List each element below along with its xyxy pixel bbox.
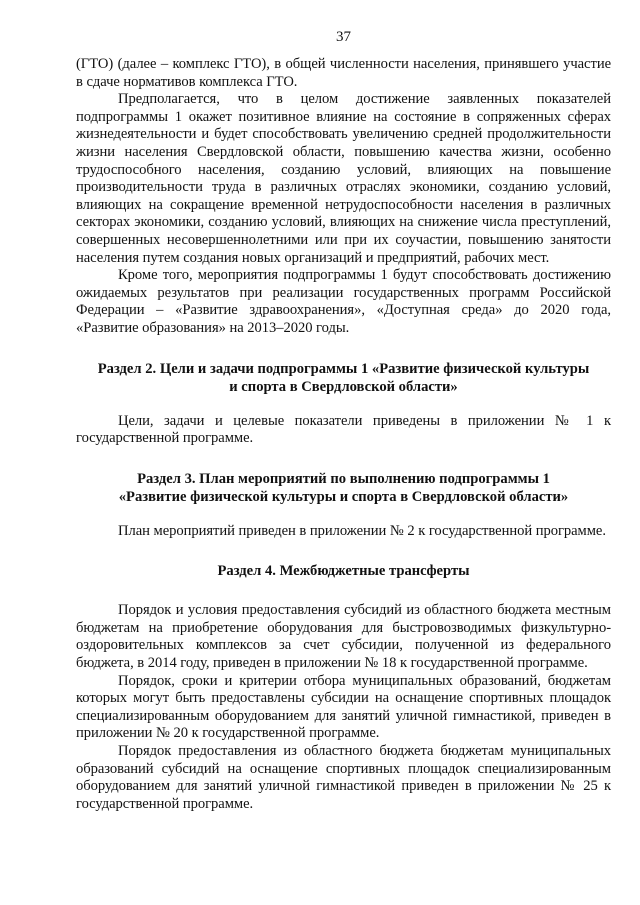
section-2 <box>76 360 611 448</box>
section-4-heading: Раздел 4. Межбюджетные трансферты <box>217 563 470 580</box>
section-4-paragraph-3: Порядок предоставления из областного бюджета бюджетам муниципальных образований субсидий на оснащение спортивных площадок специализированным оборудованием для занятий уличной гимнастикой приведен в приложении № 25 к государственной программе. <box>76 743 611 812</box>
section-3-text: План мероприятий приведен в приложении № 2 к государственной программе. <box>118 522 606 539</box>
section-3-heading-line-2: «Развитие физической культуры и спорта в Свердловской области» <box>118 488 569 505</box>
section-4 <box>76 562 611 813</box>
intro-paragraph-3: Кроме того, мероприятия подпрограммы 1 будут способствовать достижению ожидаемых результатов при реализации государственных программ Российской Федерации – «Развитие здравоохранения», «Доступная среда» до 2020 года, «Развитие образования» на 2013–2020 годы. <box>76 267 611 336</box>
section-3-heading-line-1: Раздел 3. План мероприятий по выполнению подпрограммы 1 <box>137 470 550 487</box>
section-2-heading-line-1: Раздел 2. Цели и задачи подпрограммы 1 «Развитие физической культуры <box>97 360 590 377</box>
section-3 <box>76 470 611 541</box>
document-page <box>76 28 611 813</box>
section-2-heading-line-2: и спорта в Свердловской области» <box>229 378 458 395</box>
intro-paragraph-1: (ГТО) (далее – комплекс ГТО), в общей численности населения, принявшего участие в сдаче нормативов комплекса ГТО. <box>76 56 611 90</box>
section-4-paragraph-2: Порядок, сроки и критерии отбора муниципальных образований, бюджетам которых могут быть предоставлены субсидии на оснащение спортивных площадок специализированным оборудованием для занятий уличной гимнастикой, приведен в приложении № 20 к государственной программе. <box>76 672 611 742</box>
section-4-paragraph-1: Порядок и условия предоставления субсидий из областного бюджета местным бюджетам на приобретение оборудования для быстровозводимых физкультурно-оздоровительных комплексов за счет субсидии, полученной из федерального бюджета, в 2014 году, приведен в приложении № 18 к государственной программе. <box>76 602 611 672</box>
intro-paragraph-2: Предполагается, что в целом достижение заявленных показателей подпрограммы 1 окажет позитивное влияние на состояние в сопряженных сферах жизнедеятельности и будет способствовать увеличению средней продолжительности жизни населения Свердловской области, повышению качества жизни, особенно трудоспособного населения, созданию условий, влияющих на повышение производительности труда в различных отраслях экономики, созданию условий, влияющих на сокращение временной нетрудоспособности населения в различных секторах экономики, созданию условий, влияющих на снижение числа преступлений, совершенных несовершеннолетними или при их соучастии, повышению занятости населения путем создания новых организаций и предприятий, рабочих мест. <box>76 91 611 266</box>
section-2-text: Цели, задачи и целевые показатели приведены в приложении № 1 к государственной программе. <box>76 412 611 447</box>
page-number: 37 <box>336 29 351 45</box>
